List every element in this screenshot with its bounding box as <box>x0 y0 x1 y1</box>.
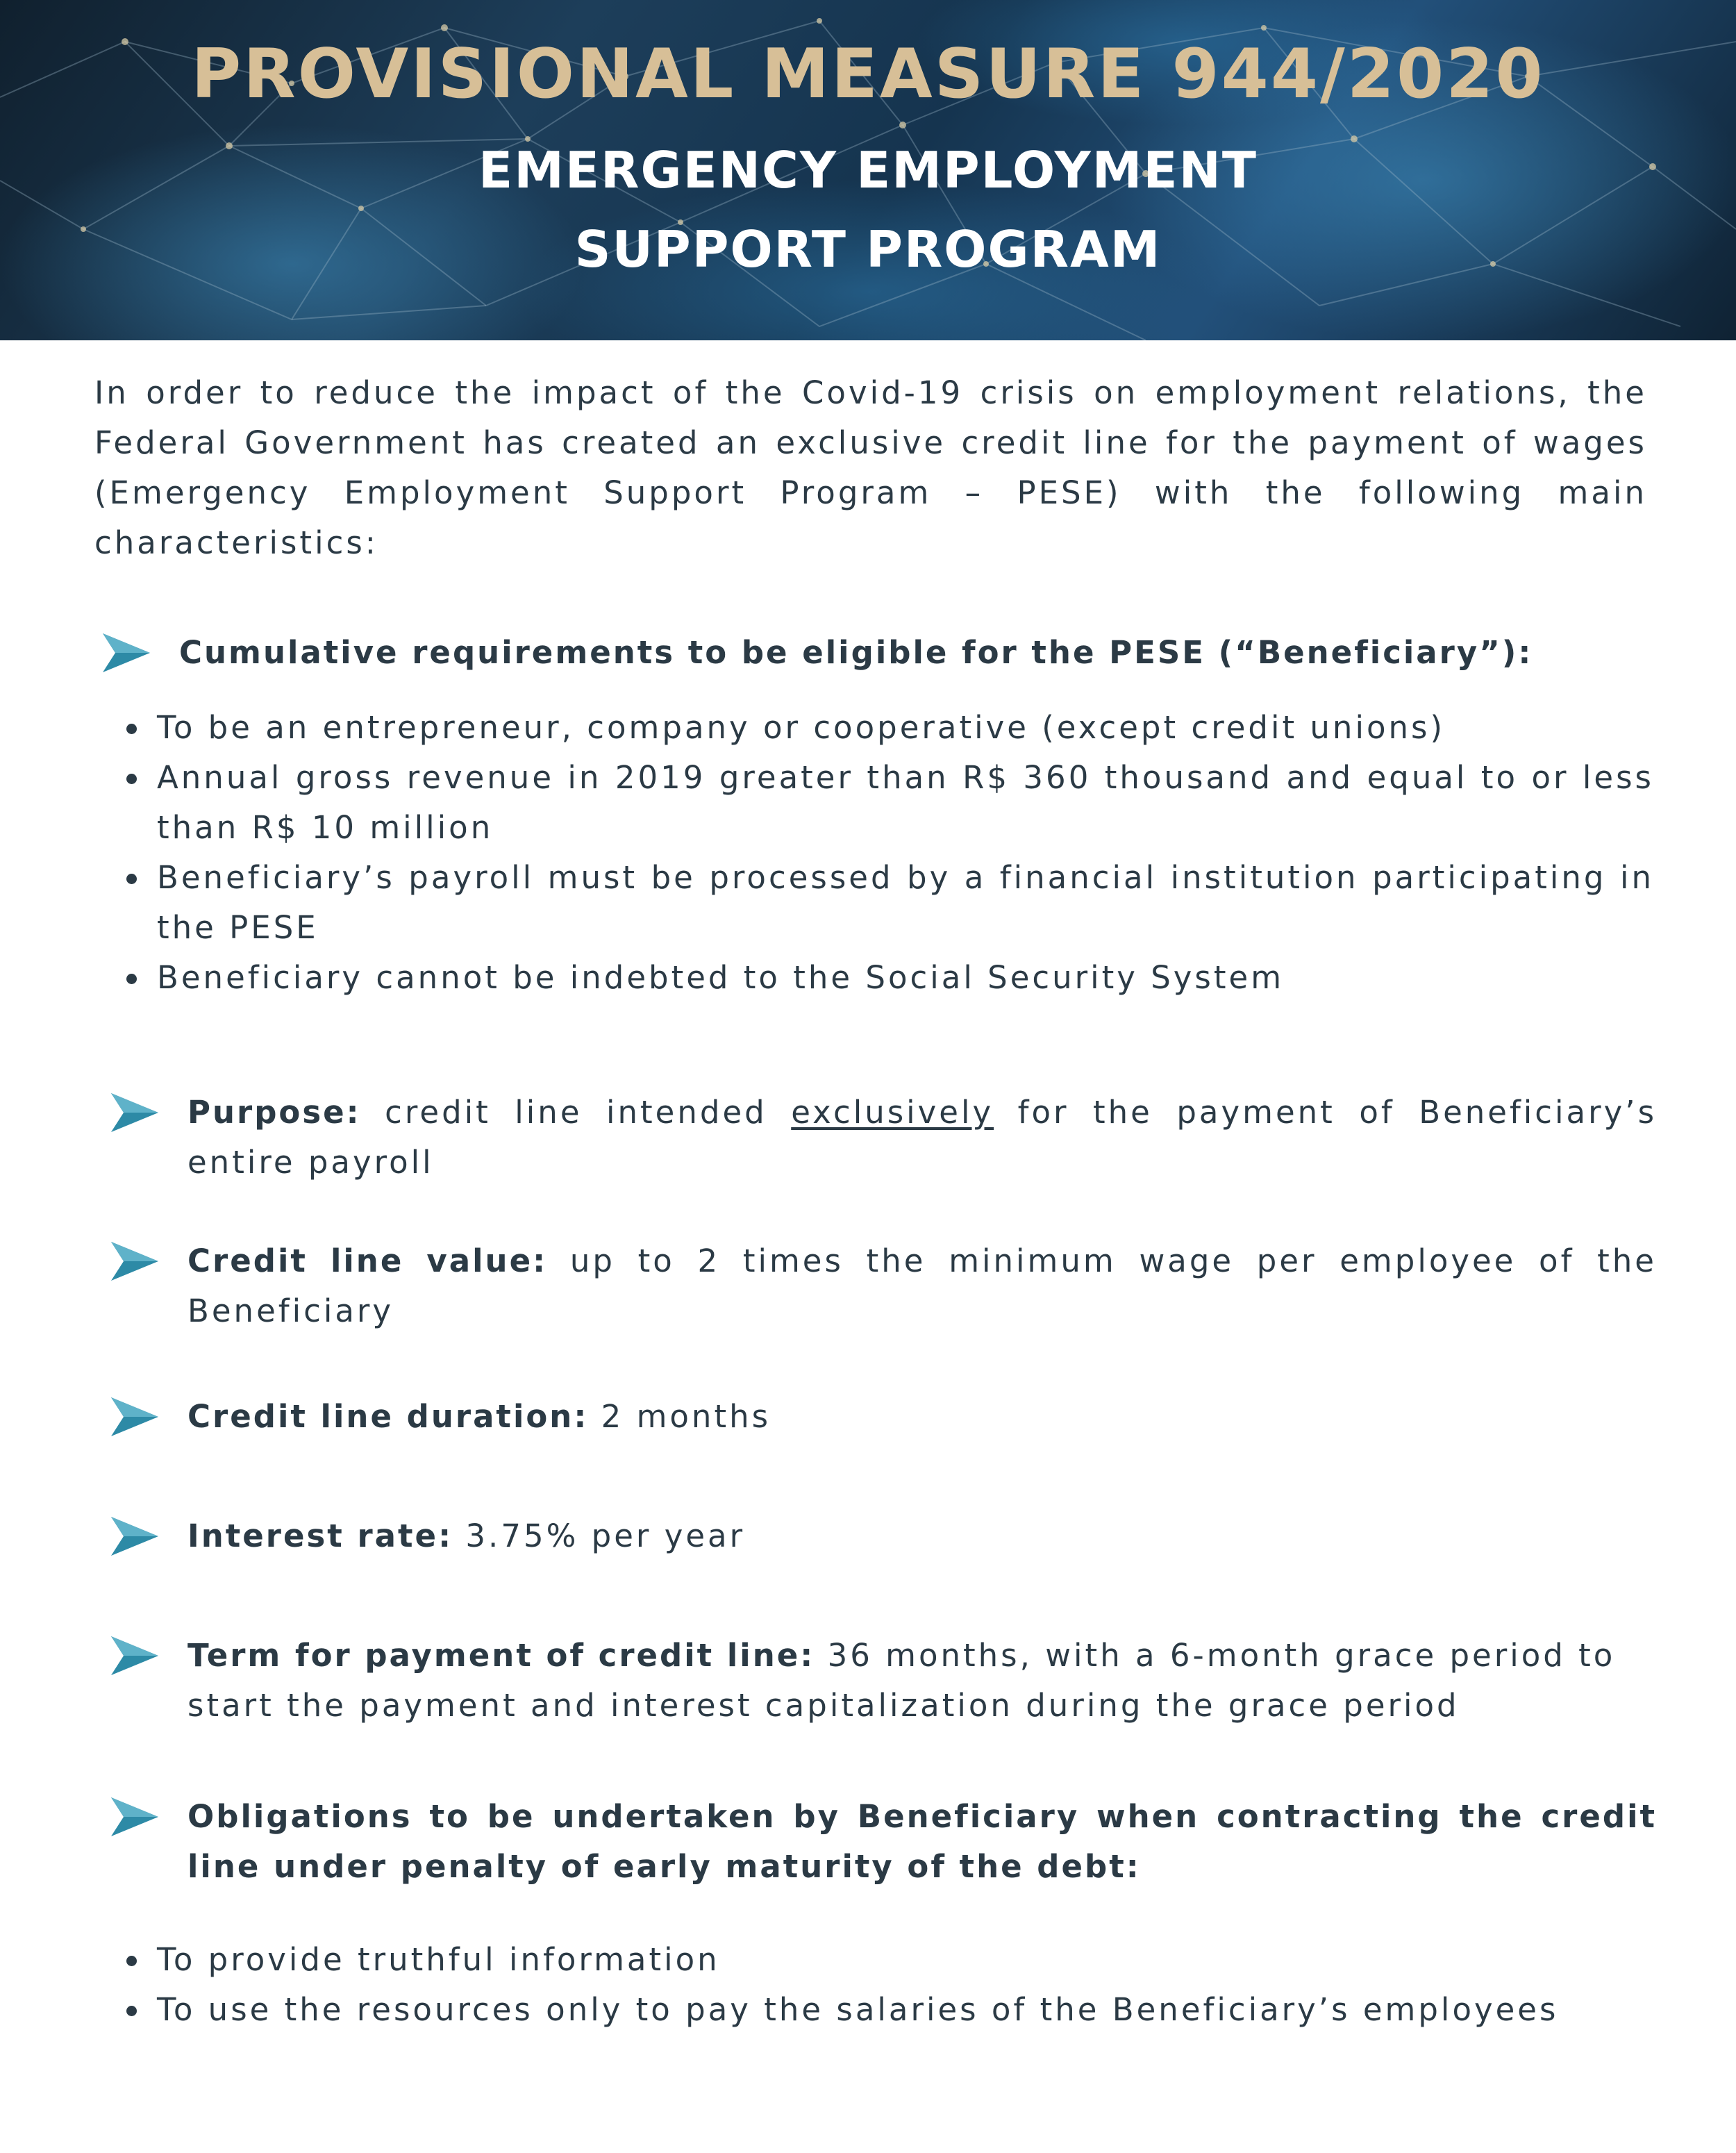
list-item <box>126 953 1654 1003</box>
credit-value-label: Credit line value: <box>187 1242 548 1279</box>
credit-value-text: up to 2 times the minimum wage per employee of the Beneficiary <box>187 1242 1657 1329</box>
chevron-arrow-icon <box>111 1397 158 1436</box>
list-item-text: To be an entrepreneur, company or cooperative (except credit unions) <box>157 709 1445 746</box>
dot-icon <box>126 874 137 884</box>
obligations-list <box>126 1935 1654 2035</box>
credit-value-item <box>187 1236 1657 1336</box>
payment-term-item <box>187 1631 1657 1731</box>
purpose-text-after: for the payment of Beneficiary’s entire payroll <box>187 1094 1658 1181</box>
document-title: PROVISIONAL MEASURE 944/2020 <box>191 35 1545 114</box>
chevron-arrow-icon <box>111 1517 158 1556</box>
list-item <box>126 1985 1654 2035</box>
purpose-text-before: credit line intended <box>360 1094 792 1131</box>
purpose-label: Purpose: <box>187 1094 361 1131</box>
payment-term-label: Term for payment of credit line: <box>187 1637 815 1674</box>
credit-duration-text: 2 months <box>588 1398 771 1435</box>
requirements-list <box>126 703 1654 1003</box>
document-subtitle-line1: EMERGENCY EMPLOYMENT <box>478 141 1258 199</box>
credit-duration-label: Credit line duration: <box>187 1398 589 1435</box>
list-item <box>126 853 1654 953</box>
obligations-heading-text: Obligations to be undertaken by Beneficiary when contracting the credit line under penalty of early maturity of the debt: <box>187 1798 1657 1885</box>
list-item <box>126 1935 1654 1985</box>
header-banner <box>0 0 1736 340</box>
dot-icon <box>126 724 137 734</box>
purpose-emphasis: exclusively <box>791 1094 994 1131</box>
chevron-arrow-icon <box>111 1093 158 1132</box>
interest-rate-text: 3.75% per year <box>453 1518 746 1554</box>
dot-icon <box>126 974 137 984</box>
dot-icon <box>126 1956 137 1966</box>
document-subtitle-line2: SUPPORT PROGRAM <box>574 220 1162 279</box>
dot-icon <box>126 774 137 784</box>
payment-term-text: 36 months, with a 6-month grace period to start the payment and interest capitalization during the grace period <box>187 1637 1616 1724</box>
purpose-item <box>187 1088 1657 1188</box>
interest-rate-label: Interest rate: <box>187 1518 453 1554</box>
list-item-text: To use the resources only to pay the salaries of the Beneficiary’s employees <box>157 1991 1559 2028</box>
list-item <box>126 703 1654 753</box>
list-item-text: To provide truthful information <box>157 1941 720 1978</box>
chevron-arrow-icon <box>111 1242 158 1281</box>
list-item-text: Annual gross revenue in 2019 greater than R$ 360 thousand and equal to or less than R$ 10 million <box>157 759 1654 846</box>
credit-duration-item <box>187 1392 1657 1442</box>
dot-icon <box>126 2006 137 2016</box>
chevron-arrow-icon <box>111 1636 158 1675</box>
interest-rate-item <box>187 1511 1657 1561</box>
list-item-text: Beneficiary cannot be indebted to the Social Security System <box>157 959 1285 996</box>
obligations-heading <box>187 1792 1657 1892</box>
chevron-arrow-icon <box>111 1797 158 1836</box>
requirements-heading: Cumulative requirements to be eligible for the PESE (“Beneficiary”): <box>179 634 1533 671</box>
intro-paragraph: In order to reduce the impact of the Covid-19 crisis on employment relations, the Federal Government has created an exclusive credit line for the payment of wages (Emergency Employment Support Program – PESE) with the following main characteristics: <box>94 374 1647 561</box>
chevron-arrow-icon <box>103 633 150 672</box>
list-item-text: Beneficiary’s payroll must be processed by a financial institution participating in the PESE <box>157 859 1654 946</box>
list-item <box>126 753 1654 853</box>
